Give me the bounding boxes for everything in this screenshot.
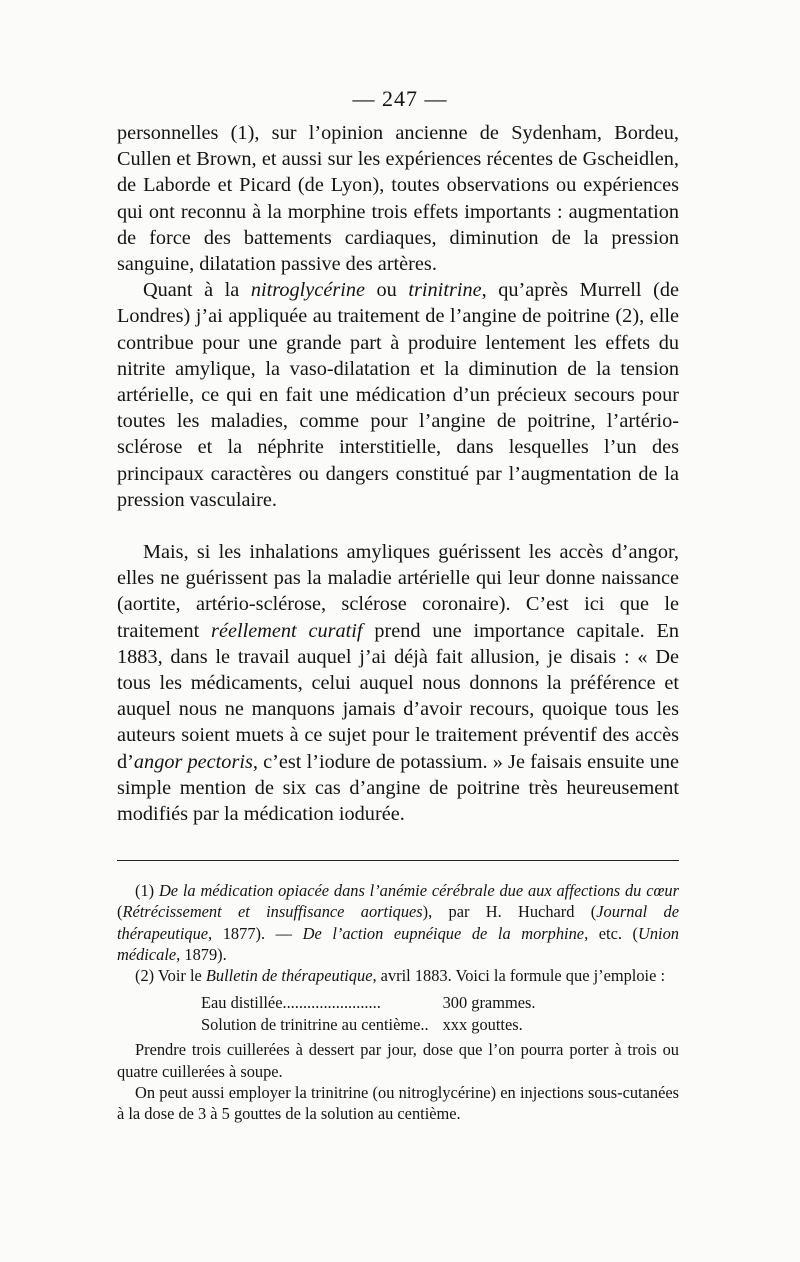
formula-quantity: 300 grammes. <box>442 993 536 1013</box>
footnote-dosage: Prendre trois cuillerées à dessert par jour, dose que l’on pourra porter à trois ou quatre cuillerées à soupe. <box>117 1040 679 1081</box>
formula-row <box>201 992 535 1014</box>
footnotes <box>117 880 679 1125</box>
term-angor-pectoris: angor pectoris <box>133 750 253 773</box>
footnote-2: (2) Voir le Bulletin de thérapeutique, avril 1883. Voici la formule que j’emploie : <box>135 966 666 986</box>
formula-ingredient: Eau distillée........................ <box>201 993 381 1013</box>
formula-ingredient: Solution de trinitrine au centième.. <box>201 1014 429 1034</box>
page-number: — 247 — <box>352 86 448 111</box>
formula-quantity: xxx gouttes. <box>442 1014 523 1034</box>
paragraph-1: personnelles (1), sur l’opinion ancienne de Sydenham, Bordeu, Cullen et Brown, et aussi sur les expériences récentes de Gscheidlen, de Laborde et Picard (de Lyon), toutes observations ou expériences qui ont reconnu à la morphine trois effets importants : augmentation de force des battements cardiaques, diminution de la pression sanguine, dilatation passive des artères. <box>117 122 679 276</box>
paragraph-2: Quant à la nitroglycérine ou trinitrine, qu’après Murrell (de Londres) j’ai appliquée au traitement de l’angine de poitrine (2), elle contribue pour une grande part à produire lentement les effets du nitrite amylique, la vaso-dilatation et la diminution de la tension artérielle, ce qui en fait une médication d’un précieux secours pour toutes les maladies, comme pour l’angine de poitrine, l’artério-sclérose et la néphrite interstitielle, dans lesquelles l’un des principaux caractères ou dangers constitué par l’augmentation de la pression vasculaire. <box>117 279 679 511</box>
emphasis-curatif: réellement curatif <box>211 619 363 642</box>
term-trinitrine: trinitrine <box>408 279 482 302</box>
formula-row <box>201 1014 535 1036</box>
paragraph-gap <box>117 513 679 539</box>
term-nitroglycerine: nitroglycérine <box>250 279 365 302</box>
footnote-injection: On peut aussi employer la trinitrine (ou nitroglycérine) en injections sous-cutanées à la dose de 3 à 5 gouttes de la solution au centième. <box>117 1083 679 1124</box>
formula-table <box>201 992 535 1035</box>
footnote-rule <box>117 860 679 861</box>
footnote-1: (1) De la médication opiacée dans l’anémie cérébrale due aux affections du cœur (Rétrécissement et insuffisance aortiques), par H. Huchard (Journal de thérapeutique, 1877). — De l’action eupnéique de la morphine, etc. (Union médicale, 1879). <box>117 881 679 964</box>
main-text <box>117 120 679 827</box>
paragraph-3: Mais, si les inhalations amyliques guérissent les accès d’angor, elles ne guérissent pas la maladie artérielle qui leur donne naissance (aortite, artério-sclérose, sclérose coronaire). C’est ici que le traitement réellement curatif prend une importance capitale. En 1883, dans le travail auquel j’ai déjà fait allusion, je disais : « De tous les médicaments, celui auquel nous donnons la préférence et auquel nous ne manquons jamais d’avoir recours, quoique tous les auteurs soient muets à ce sujet pour le traitement préventif des accès d’angor pectoris, c’est l’iodure de potassium. » Je faisais ensuite une simple mention de six cas d’angine de poitrine très heureusement modifiés par la médication iodurée. <box>117 541 679 826</box>
